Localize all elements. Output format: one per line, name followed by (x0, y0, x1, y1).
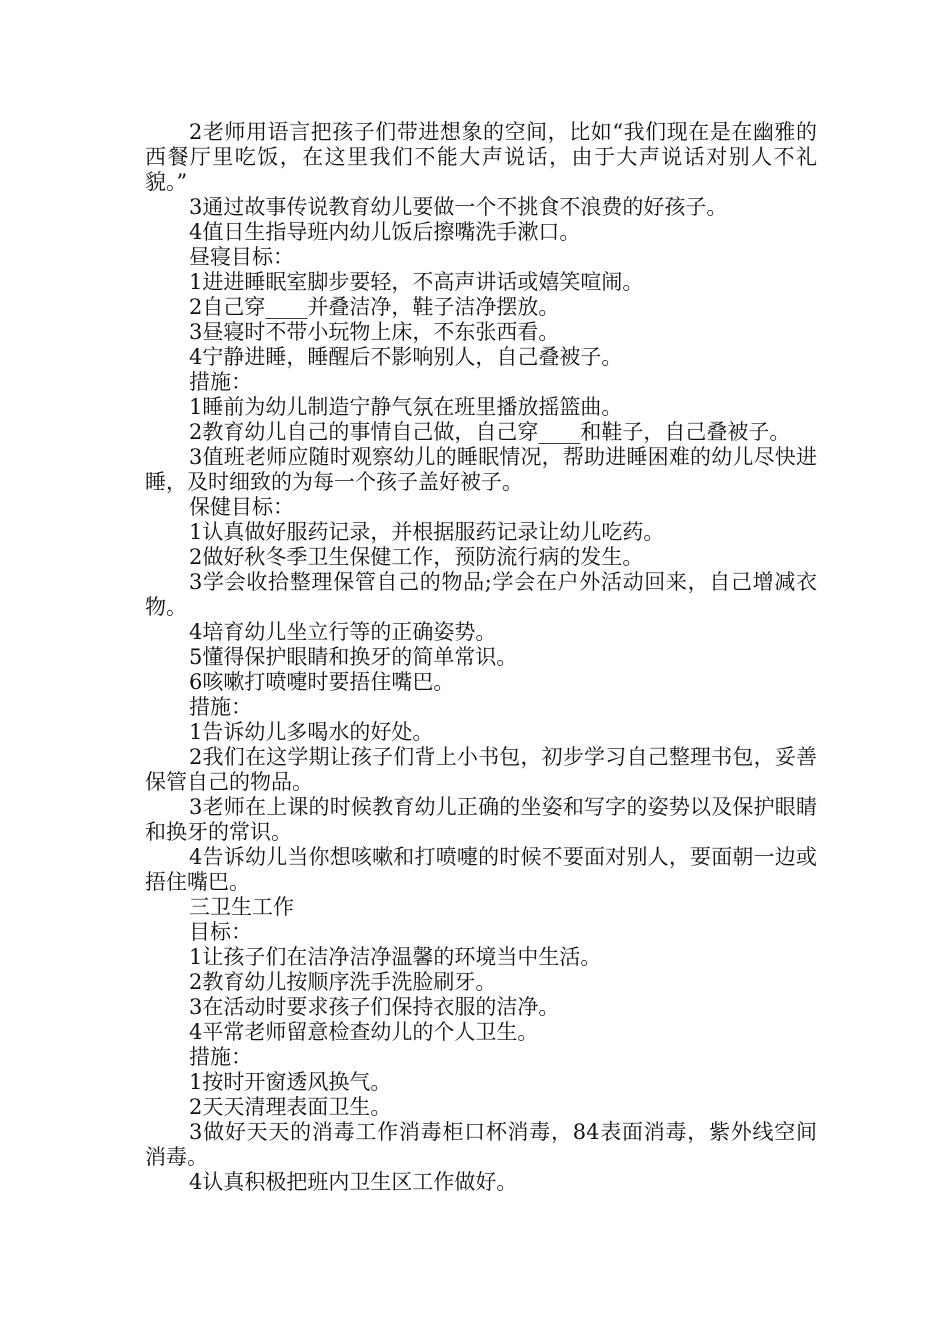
section-heading: 措施： (189, 695, 252, 719)
document-body (145, 120, 817, 1195)
section-heading: 昼寝目标： (189, 245, 294, 269)
paragraph: 1按时开窗透风换气。 (189, 1070, 392, 1094)
paragraph: 4平常老师留意检查幼儿的个人卫生。 (189, 1020, 539, 1044)
paragraph: 4宁静进睡，睡醒后不影响别人，自己叠被子。 (189, 345, 623, 369)
paragraph: 3值班老师应随时观察幼儿的睡眠情况，帮助进睡困难的幼儿尽快进睡，及时细致的为每一个孩子盖好被子。 (145, 445, 817, 494)
paragraph: 4培育幼儿坐立行等的正确姿势。 (189, 620, 497, 644)
paragraph: 1睡前为幼儿制造宁静气氛在班里播放摇篮曲。 (189, 395, 623, 419)
paragraph: 4告诉幼儿当你想咳嗽和打喷嚏的时候不要面对别人，要面朝一边或捂住嘴巴。 (145, 845, 817, 894)
paragraph: 2自己穿____并叠洁净，鞋子洁净摆放。 (189, 295, 560, 319)
section-heading: 目标： (189, 920, 252, 944)
paragraph: 3在活动时要求孩子们保持衣服的洁净。 (189, 995, 560, 1019)
paragraph: 6咳嗽打喷嚏时要捂住嘴巴。 (189, 670, 455, 694)
paragraph: 3老师在上课的时候教育幼儿正确的坐姿和写字的姿势以及保护眼睛和换牙的常识。 (145, 795, 817, 844)
paragraph: 3通过故事传说教育幼儿要做一个不挑食不浪费的好孩子。 (189, 195, 728, 219)
paragraph: 1认真做好服药记录，并根据服药记录让幼儿吃药。 (189, 520, 665, 544)
paragraph: 1告诉幼儿多喝水的好处。 (189, 720, 434, 744)
paragraph: 3昼寝时不带小玩物上床，不东张西看。 (189, 320, 560, 344)
paragraph: 2天天清理表面卫生。 (189, 1095, 392, 1119)
paragraph: 4认真积极把班内卫生区工作做好。 (189, 1170, 518, 1194)
paragraph: 2教育幼儿自己的事情自己做，自己穿____和鞋子，自己叠被子。 (189, 420, 791, 444)
paragraph: 2我们在这学期让孩子们背上小书包，初步学习自己整理书包，妥善保管自己的物品。 (145, 745, 817, 794)
paragraph: 1进进睡眠室脚步要轻，不高声讲话或嬉笑喧闹。 (189, 270, 644, 294)
paragraph: 2做好秋冬季卫生保健工作，预防流行病的发生。 (189, 545, 644, 569)
paragraph: 3做好天天的消毒工作消毒柜口杯消毒，84表面消毒，紫外线空间消毒。 (145, 1120, 817, 1169)
paragraph: 2老师用语言把孩子们带进想象的空间，比如“我们现在是在幽雅的西餐厅里吃饭，在这里我们不能大声说话，由于大声说话对别人不礼貌。” (145, 120, 817, 194)
paragraph: 5懂得保护眼睛和换牙的简单常识。 (189, 645, 518, 669)
paragraph: 3学会收拾整理保管自己的物品;学会在户外活动回来，自己增减衣物。 (145, 570, 817, 619)
paragraph: 4值日生指导班内幼儿饭后擦嘴洗手漱口。 (189, 220, 581, 244)
section-heading: 三卫生工作 (189, 895, 294, 919)
section-heading: 措施： (189, 1045, 252, 1069)
paragraph: 2教育幼儿按顺序洗手洗脸刷牙。 (189, 970, 497, 994)
paragraph: 1让孩子们在洁净洁净温馨的环境当中生活。 (189, 945, 602, 969)
section-heading: 保健目标： (189, 495, 294, 519)
section-heading: 措施： (189, 370, 252, 394)
